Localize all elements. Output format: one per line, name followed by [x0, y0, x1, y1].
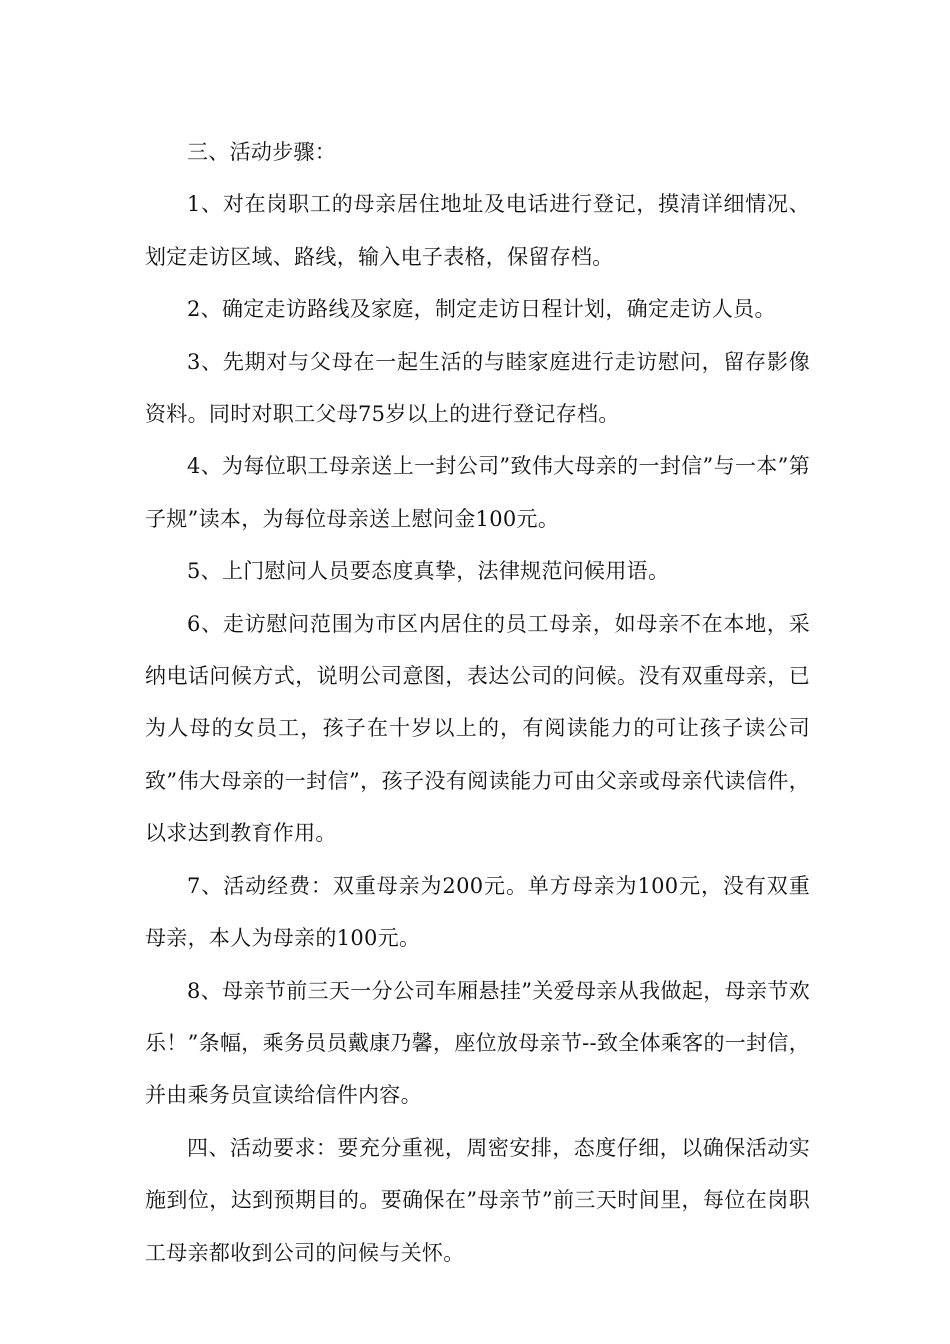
section-requirements-paragraph: 四、活动要求：要充分重视，周密安排，态度仔细，以确保活动实施到位，达到预期目的。要确保在”母亲节”前三天时间里，每位在岗职工母亲都收到公司的问候与关怀。	[145, 1135, 810, 1265]
step-7-paragraph: 7、活动经费：双重母亲为200元。单方母亲为100元，没有双重母亲，本人为母亲的100元。	[145, 873, 810, 951]
step-8-paragraph: 8、母亲节前三天一分公司车厢悬挂”关爱母亲从我做起，母亲节欢乐！”条幅，乘务员员戴康乃馨，座位放母亲节--致全体乘客的一封信，并由乘务员宣读给信件内容。	[145, 978, 810, 1108]
section-heading-steps: 三、活动步骤：	[187, 140, 337, 164]
document-body	[145, 126, 810, 1279]
step-4-paragraph: 4、为每位职工母亲送上一封公司”致伟大母亲的一封信”与一本”第子规”读本，为每位母亲送上慰问金100元。	[145, 454, 810, 531]
step-5-paragraph: 5、上门慰问人员要态度真挚，法律规范问候用语。	[187, 559, 670, 584]
step-1-paragraph: 1、对在岗职工的母亲居住地址及电话进行登记，摸清详细情况、划定走访区域、路线，输入电子表格，保留存档。	[145, 192, 810, 269]
step-2-paragraph: 2、确定走访路线及家庭，制定走访日程计划，确定走访人员。	[187, 297, 776, 322]
step-3-paragraph: 3、先期对与父母在一起生活的与睦家庭进行走访慰问，留存影像资料。同时对职工父母75岁以上的进行登记存档。	[145, 349, 810, 427]
step-6-paragraph: 6、走访慰问范围为市区内居住的员工母亲，如母亲不在本地，采纳电话问候方式，说明公司意图，表达公司的问候。没有双重母亲，已为人母的女员工，孩子在十岁以上的，有阅读能力的可让孩子读公司致”伟大母亲的一封信”，孩子没有阅读能力可由父亲或母亲代读信件，以求达到教育作用。	[145, 611, 810, 846]
